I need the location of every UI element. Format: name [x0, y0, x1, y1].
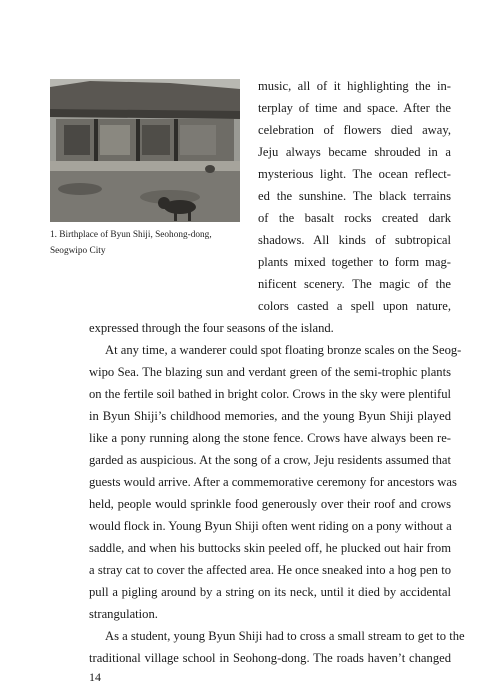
body-line: saddle, and when his buttocks skin peeled off, he plucked out hair from [89, 541, 451, 555]
house-photo-image [50, 79, 240, 222]
body-line: on the fertile soil bathed in bright color. Crows in the sky were plentiful [89, 387, 451, 401]
body-line: traditional village school in Seohong-dong. The roads haven’t changed [89, 651, 451, 665]
body-line: wipo Sea. The blazing sun and verdant green of the semi-trophic plants [89, 365, 451, 379]
column-line: ed the sunshine. The black terrains [258, 189, 451, 203]
column-line: celebration of flowers died away, [258, 123, 451, 137]
column-line: nificent scenery. The magic of the [258, 277, 451, 291]
body-line: guests would arrive. After a commemorative ceremony for ancestors was [89, 475, 457, 489]
body-line: strangulation. [89, 607, 158, 621]
body-line: a stray cat to cover the affected area. He once sneaked into a hog pen to [89, 563, 451, 577]
column-line: of the basalt rocks created dark [258, 211, 451, 225]
body-line-paragraph-start: As a student, young Byun Shiji had to cross a small stream to get to the [105, 629, 465, 643]
body-line: pull a pigling around by a string on its neck, until it died by accidental [89, 585, 451, 599]
body-line-paragraph-start: At any time, a wanderer could spot floating bronze scales on the Seog- [105, 343, 462, 357]
body-line: garded as auspicious. At the song of a crow, Jeju residents assumed that [89, 453, 451, 467]
body-line: expressed through the four seasons of the island. [89, 321, 334, 335]
column-line: colors casted a spell upon nature, [258, 299, 451, 313]
column-line: Jeju always became shrouded in a [258, 145, 451, 159]
column-line: plants mixed together to form mag- [258, 255, 451, 269]
page-number: 14 [89, 670, 101, 684]
column-line: shadows. All kinds of subtropical [258, 233, 451, 247]
body-line: held, people would sprinkle food generously over their roof and crows [89, 497, 451, 511]
body-line: in Byun Shiji’s childhood memories, and the young Byun Shiji played [89, 409, 451, 423]
body-line: would flock in. Young Byun Shiji often went riding on a pony without a [89, 519, 452, 533]
column-line: music, all of it highlighting the in- [258, 79, 451, 93]
column-line: mysterious light. The ocean reflect- [258, 167, 451, 181]
birthplace-photo [50, 79, 240, 222]
figure-caption: 1. Birthplace of Byun Shiji, Seohong-dong, Seogwipo City [50, 230, 212, 256]
column-line: terplay of time and space. After the [258, 101, 451, 115]
body-line: like a pony running along the stone fence. Crows have always been re- [89, 431, 451, 445]
